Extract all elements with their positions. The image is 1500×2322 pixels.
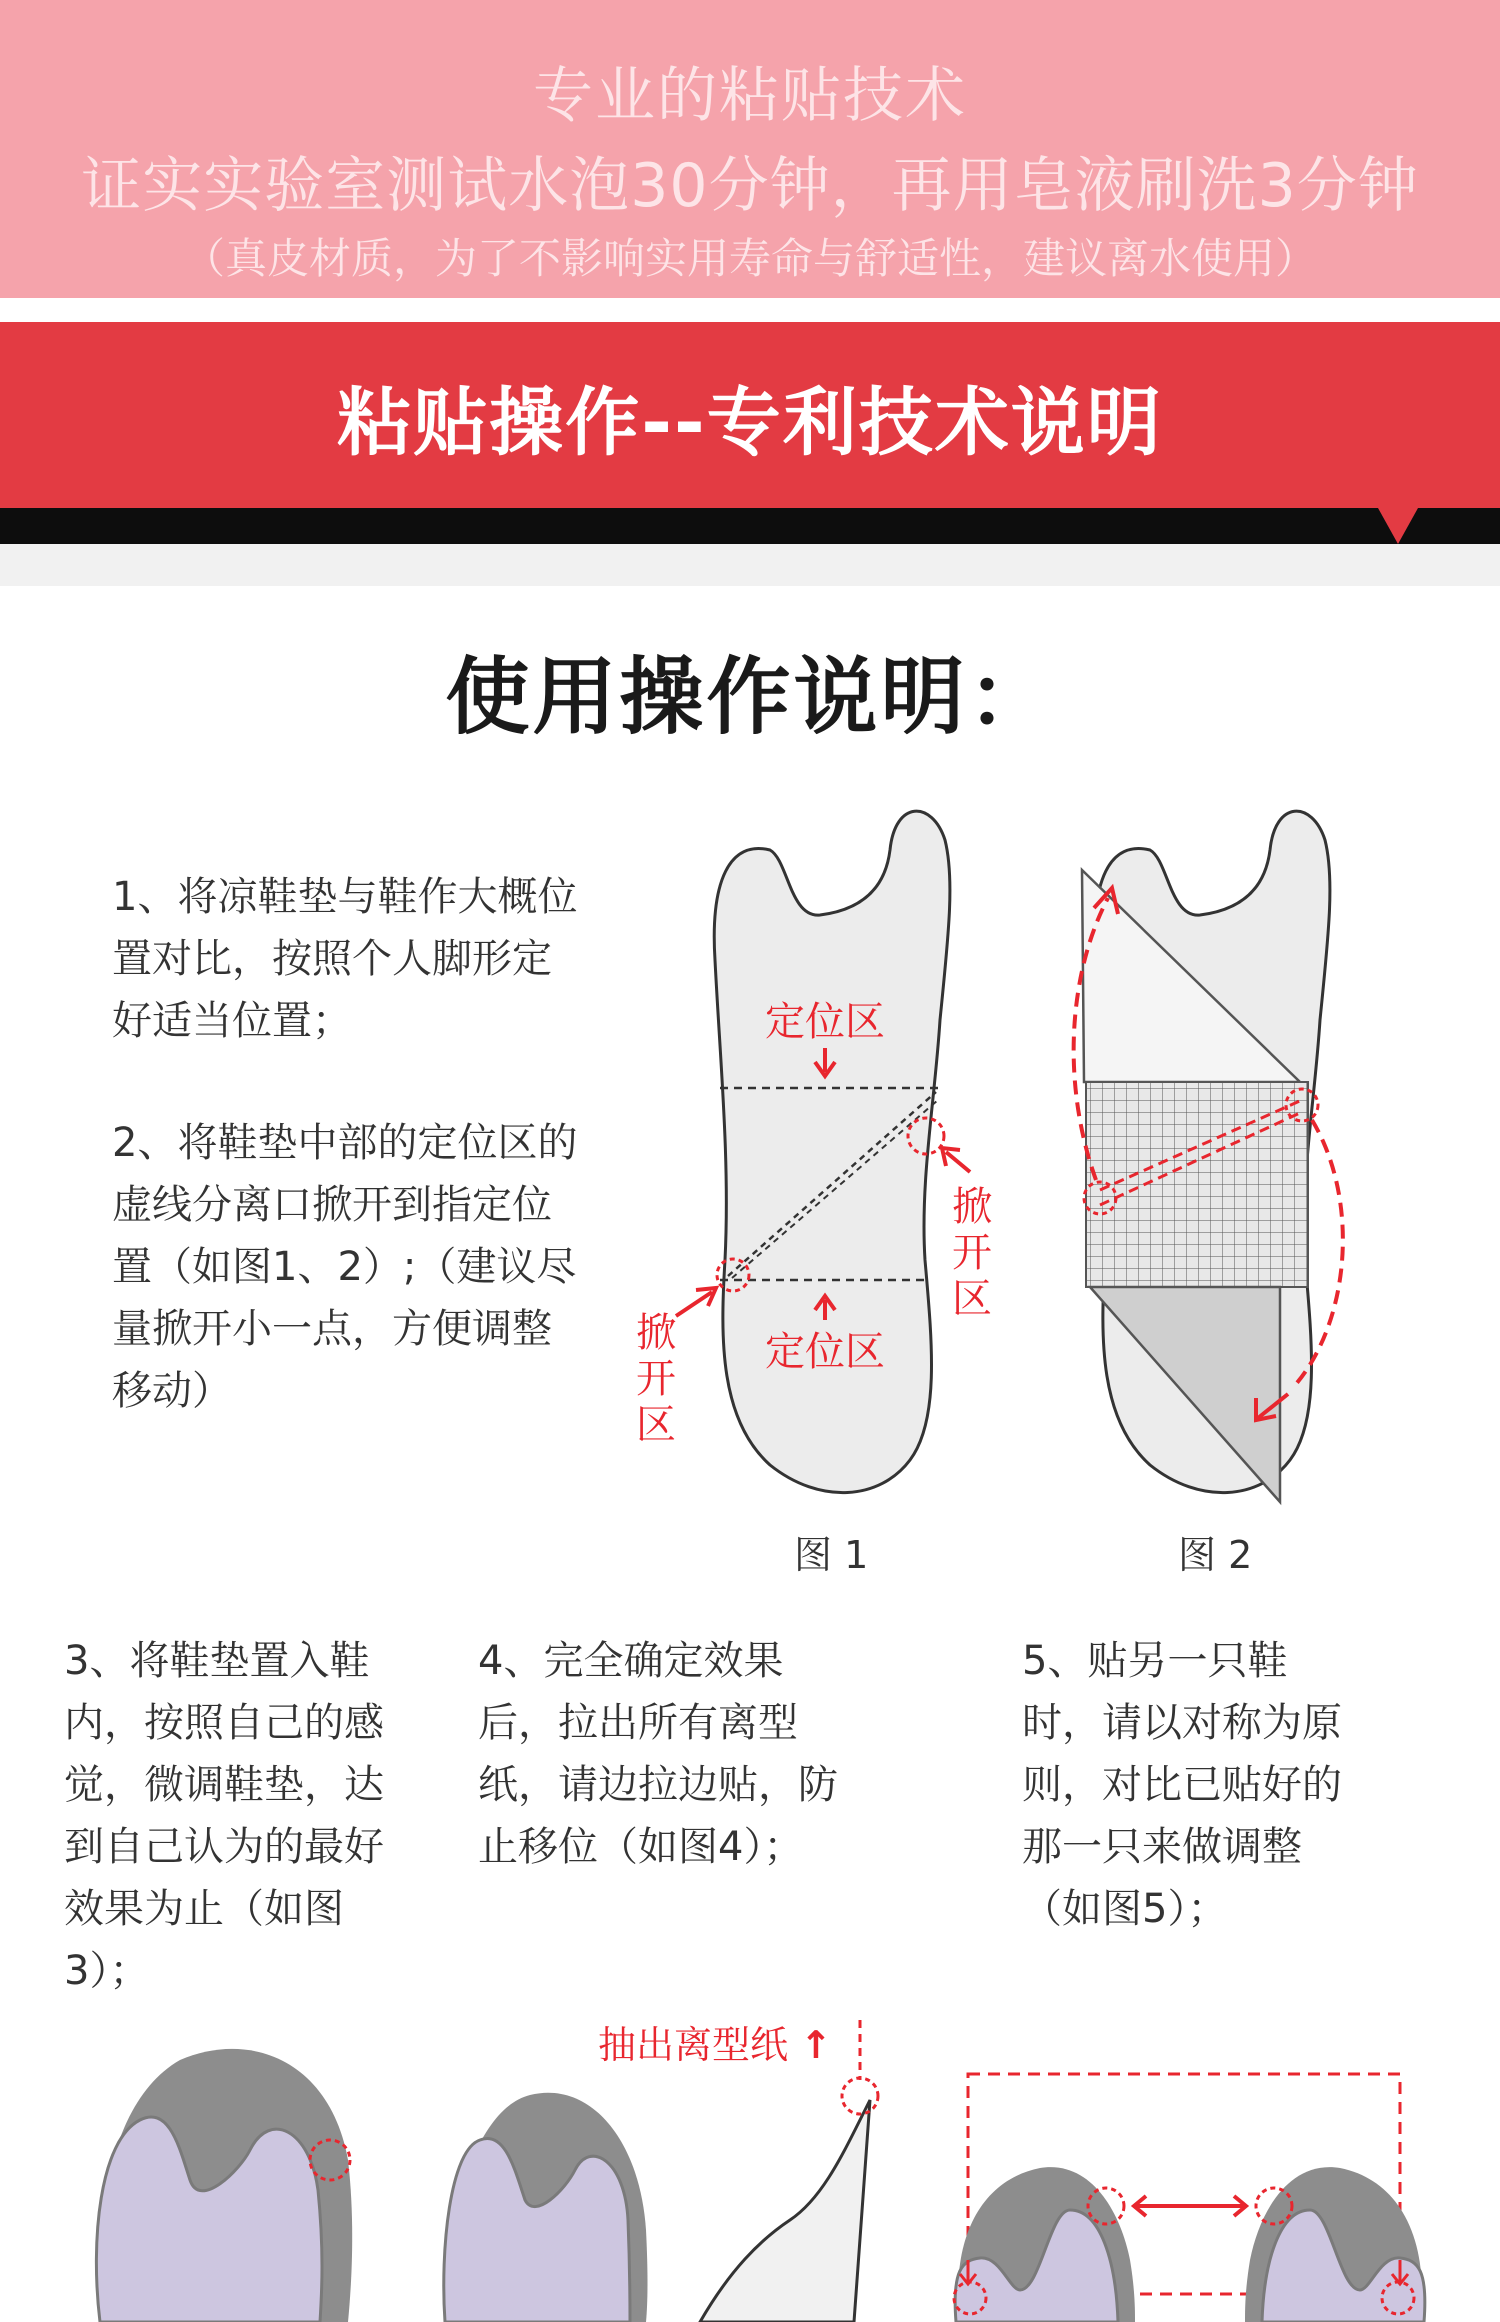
figure-4-label <box>598 2014 832 2069</box>
fig1-label-right-2: 开 <box>952 1230 992 1276</box>
step-1-text: 1、将凉鞋垫与鞋作大概位置对比，按照个人脚形定好适当位置； <box>112 874 578 1044</box>
fig1-label-top: 定位区 <box>765 999 885 1045</box>
banner-title: 专业的粘贴技术 <box>533 61 967 131</box>
page-heading: 使用操作说明： <box>445 648 1055 746</box>
figure-5-shoes <box>940 2060 1440 2322</box>
step-3-text: 3、将鞋垫置入鞋内，按照自己的感觉，微调鞋垫，达到自己认为的最好效果为止（如图3）； <box>64 1638 384 1994</box>
figure-1-insole <box>620 800 1020 1520</box>
arrow-up-icon: ↑ <box>800 2023 832 2067</box>
fig1-label-right-3: 区 <box>952 1276 992 1322</box>
fig1-label-bottom: 定位区 <box>765 1329 885 1375</box>
figure-1-caption: 图 1 <box>794 1533 869 1577</box>
figure-3-shoe <box>90 2040 390 2322</box>
insole-outline <box>714 811 950 1492</box>
step-4-text: 4、完全确定效果后，拉出所有离型纸，请边拉边贴，防止移位（如图4）； <box>478 1638 838 1870</box>
banner-test-note: 证实实验室测试水泡30分钟，再用皂液刷洗3分钟 <box>81 151 1419 221</box>
fig1-label-left-3: 区 <box>636 1402 676 1448</box>
divider-bar <box>0 508 1500 544</box>
figure-2-caption: 图 2 <box>1178 1533 1253 1577</box>
figure-4-label-text: 抽出离型纸 <box>598 2023 789 2067</box>
section-title: 粘贴操作--专利技术说明 <box>337 380 1163 466</box>
fig1-label-left-1: 掀 <box>636 1310 676 1356</box>
divider-notch <box>1378 508 1418 544</box>
divider-strip <box>0 544 1500 586</box>
fig1-label-right-1: 掀 <box>952 1184 992 1230</box>
top-banner <box>0 0 1500 298</box>
figure-2-insole <box>1030 800 1430 1520</box>
fig1-label-left-2: 开 <box>636 1356 676 1402</box>
step-2-text: 2、将鞋垫中部的定位区的虚线分离口掀开到指定位置（如图1、2）;（建议尽量掀开小一点，方便调整移动） <box>112 1120 578 1414</box>
banner-advice: （真皮材质，为了不影响实用寿命与舒适性，建议离水使用） <box>182 234 1317 283</box>
step-5-text: 5、贴另一只鞋时，请以对称为原则，对比已贴好的那一只来做调整（如图5）； <box>1022 1638 1342 1932</box>
section-header <box>0 322 1500 508</box>
